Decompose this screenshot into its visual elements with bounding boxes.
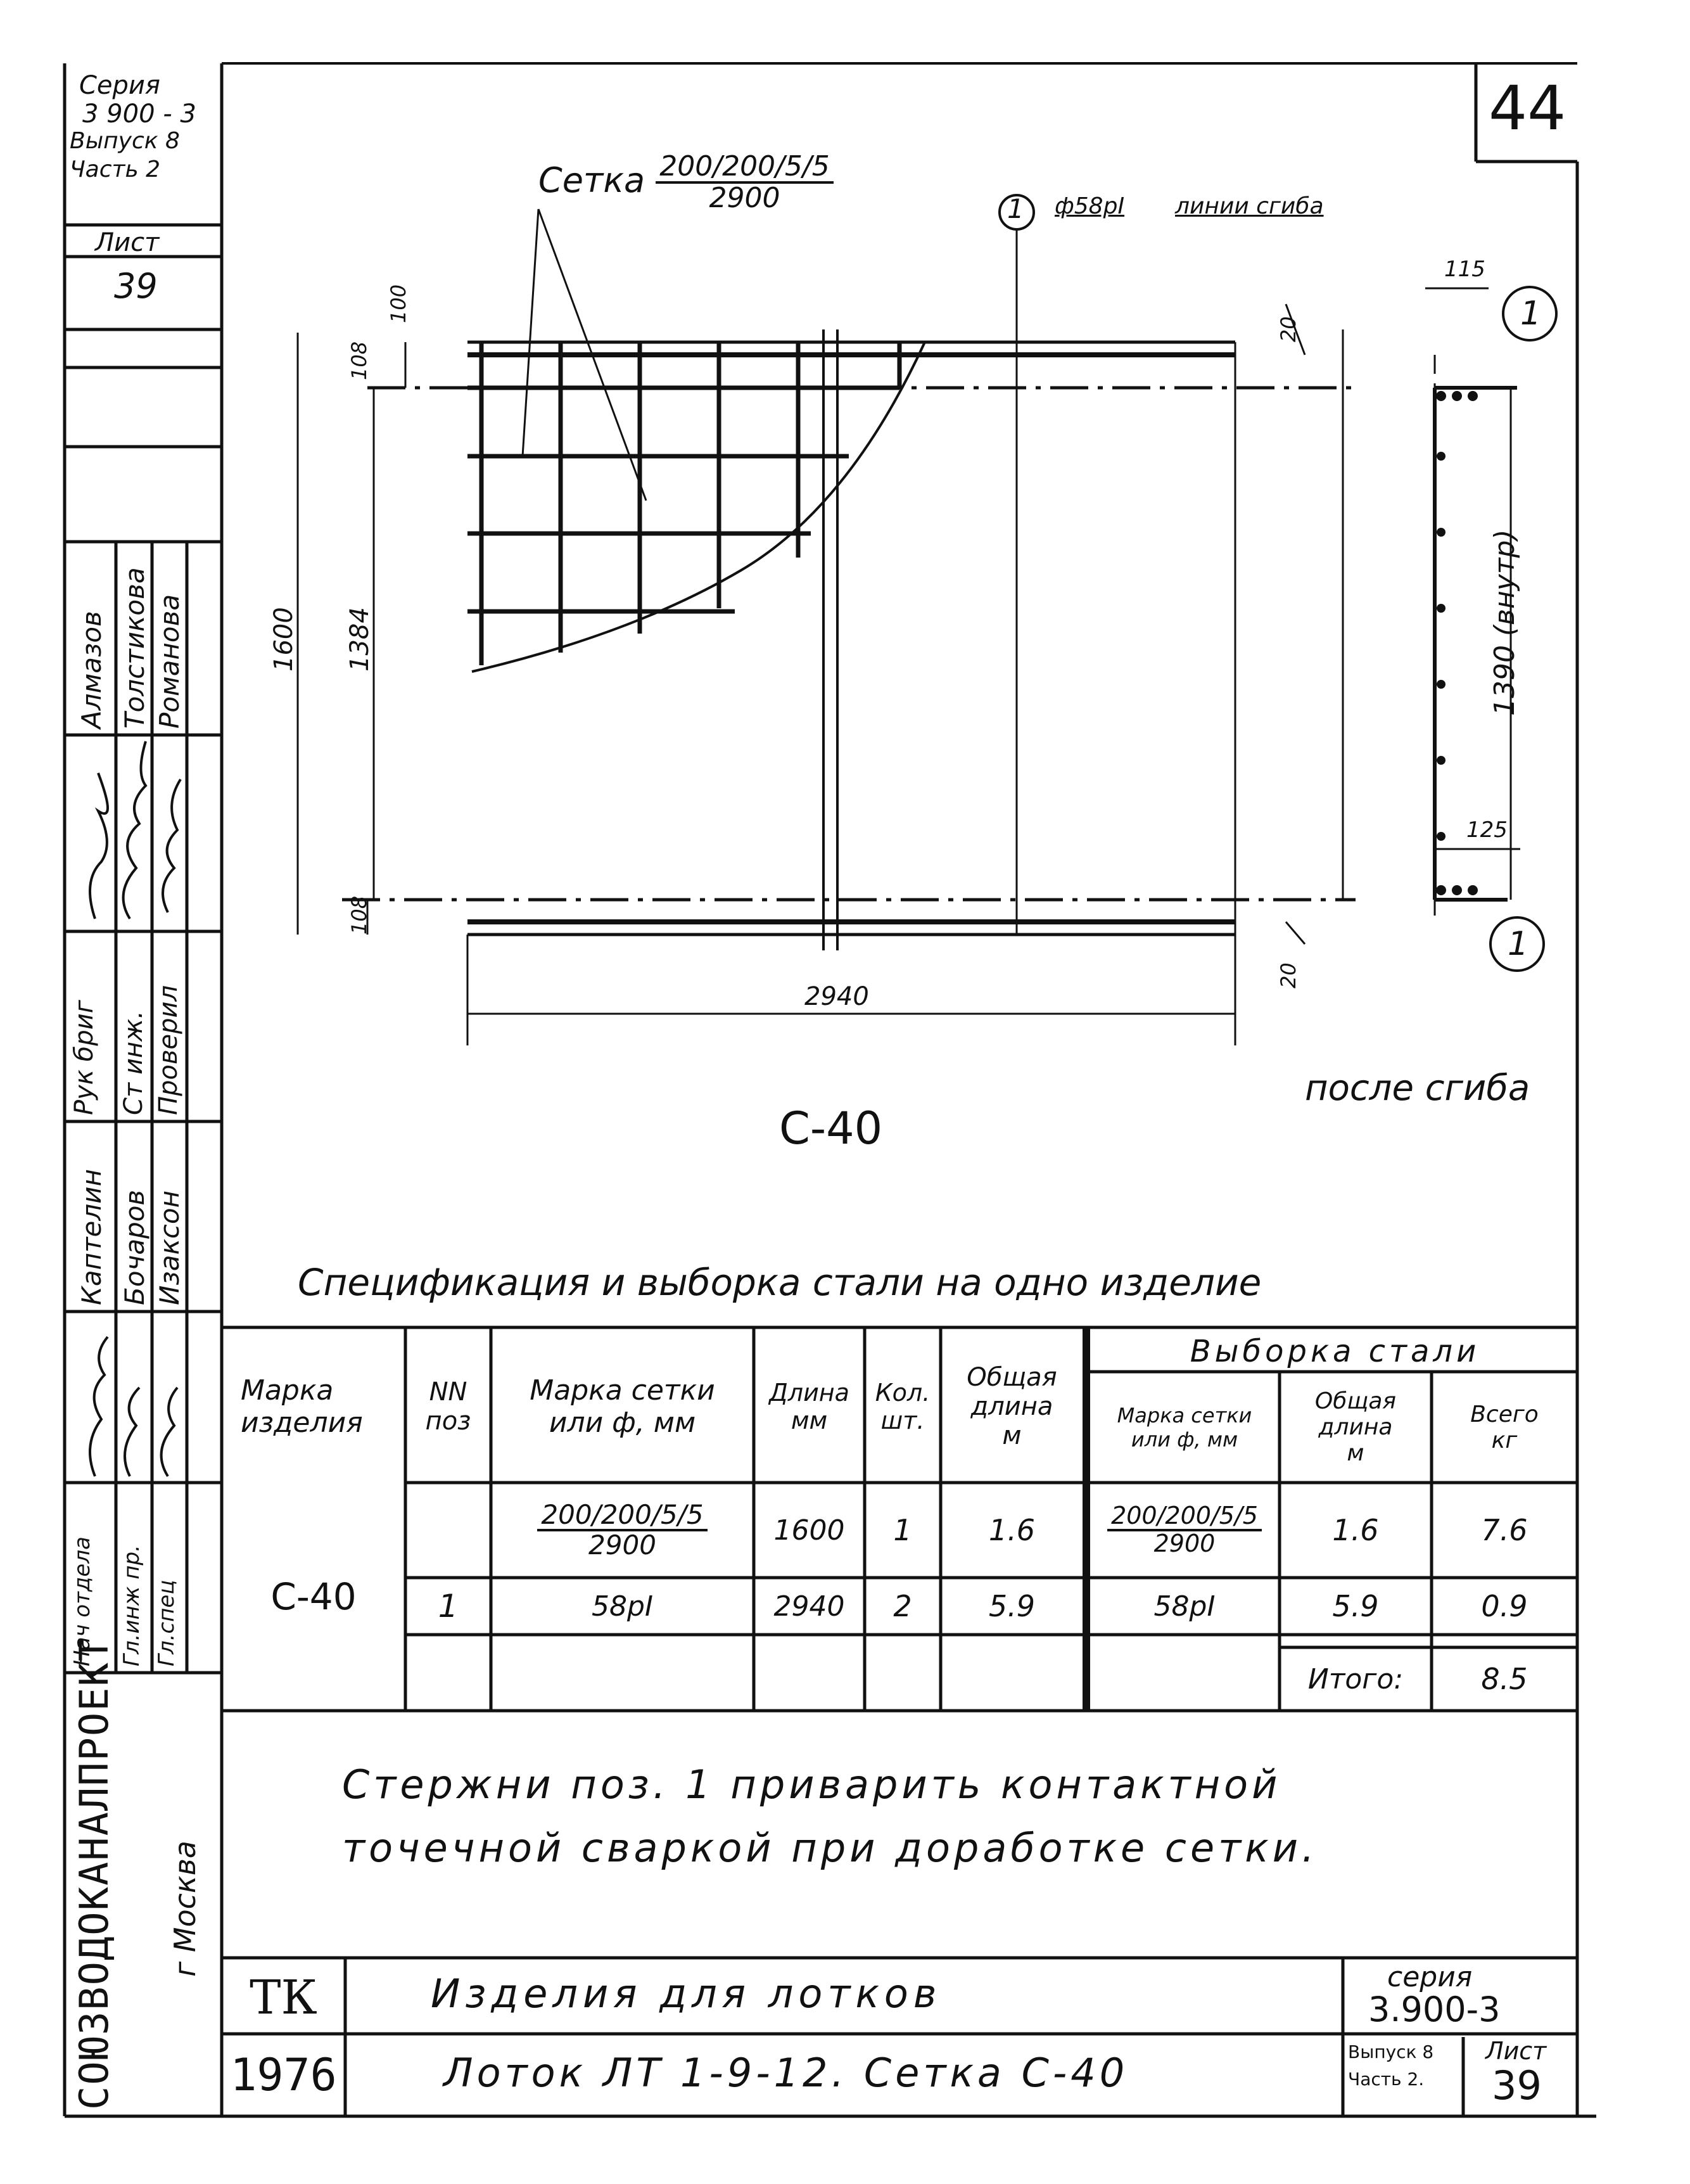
role-proveril: Проверил (154, 985, 183, 1115)
section-dim-115: 115 (1444, 257, 1485, 282)
role-st-inzh: Ст инж. (119, 1011, 148, 1115)
name-bocharov: Бочаров (119, 1189, 150, 1305)
dim-20-bottom: 20 (1276, 962, 1300, 988)
hdr-pos-l2: поз (425, 1407, 471, 1436)
dim-108-top: 108 (347, 341, 371, 380)
row2-sel-mark: 58рI (1153, 1590, 1216, 1623)
role-nach-otdela: Нач отдела (70, 1536, 95, 1666)
row1-sel-kg: 7.6 (1481, 1513, 1528, 1547)
total-label: Итого: (1307, 1663, 1404, 1695)
hdr-selection: Выборка стали (1190, 1333, 1480, 1369)
name-almazov: Алмазов (76, 611, 107, 729)
dim-100: 100 (386, 284, 410, 323)
hdr-sel-len-l3: м (1347, 1440, 1364, 1466)
note-line-1: Стержни поз. 1 приварить контактной (342, 1761, 1281, 1808)
row1-sel-mark-fraction (1107, 1504, 1262, 1557)
row2-length: 2940 (773, 1590, 845, 1623)
note-line-2: точечной сваркой при доработке сетки. (342, 1825, 1318, 1871)
sheet-number-top: 44 (1489, 73, 1566, 144)
title-sheet-value: 39 (1492, 2062, 1542, 2109)
hdr-sel-len (1280, 1375, 1432, 1479)
hdr-length-l1: Длина (769, 1379, 849, 1407)
callout-number-main: 1 (1007, 193, 1024, 224)
hdr-mesh-l1: Марка сетки (530, 1374, 715, 1407)
name-romanova: Романова (154, 594, 185, 729)
hdr-sel-total-l1: Всего (1470, 1401, 1539, 1427)
hdr-sel-mark-l1: Марка сетки (1117, 1403, 1252, 1427)
hdr-total-len (941, 1334, 1083, 1479)
hdr-length (754, 1334, 865, 1479)
section-callout-bottom: 1 (1508, 925, 1529, 963)
hdr-mesh (491, 1334, 754, 1479)
row2-total-len: 5.9 (988, 1589, 1036, 1623)
total-value: 8.5 (1481, 1662, 1528, 1696)
role-gl-inzh-pr: Гл.инж пр. (119, 1545, 144, 1666)
row2-sel-kg: 0.9 (1481, 1589, 1528, 1623)
hdr-sel-total-l2: кг (1491, 1427, 1518, 1453)
role-gl-spec: Гл.спец (154, 1580, 179, 1666)
stamp-issue: Выпуск 8 (70, 128, 180, 154)
bend-lines-label: линии сгиба (1175, 193, 1324, 219)
title-year: 1976 (230, 2049, 337, 2101)
dim-20-top: 20 (1276, 316, 1300, 342)
title-part-label: Часть 2. (1348, 2069, 1425, 2090)
title-series-label: серия (1387, 1961, 1473, 1993)
hdr-sel-total (1432, 1375, 1577, 1479)
bar-label: ф58рI (1055, 193, 1125, 219)
stamp-part: Часть 2 (70, 156, 161, 182)
row1-length: 1600 (773, 1514, 845, 1547)
organization-name: СОЮЗВОДОКАНАЛПРОЕКТ (71, 1636, 117, 2110)
name-izakson: Изаксон (154, 1190, 185, 1305)
row1-pos (405, 1483, 491, 1578)
title-line-1: Изделия для лотков (431, 1970, 942, 2017)
title-tk: ТК (250, 1970, 317, 2025)
row1-sel-mark-bottom: 2900 (1153, 1529, 1216, 1557)
row1-mesh-bottom: 2900 (588, 1529, 656, 1561)
hdr-total-len-l2: длина (970, 1392, 1053, 1421)
section-dim-125: 125 (1466, 817, 1508, 843)
hdr-qty-l2: шт. (880, 1407, 925, 1434)
mesh-fraction-bottom: 2900 (709, 182, 780, 215)
mesh-label-fraction (656, 152, 833, 213)
section-dim-1390: 1390 (внутр) (1489, 529, 1521, 716)
hdr-total-len-l3: м (1002, 1421, 1022, 1450)
row1-sel-mark (1090, 1483, 1280, 1578)
title-line-2: Лоток ЛТ 1-9-12. Сетка С-40 (443, 2050, 1129, 2096)
name-tolstikova: Толстикова (119, 567, 150, 729)
row1-sel-mark-top: 200/200/5/5 (1107, 1504, 1262, 1531)
stamp-series-value: 3 900 - 3 (82, 99, 196, 129)
dim-1600: 1600 (269, 607, 298, 672)
hdr-sel-mark (1090, 1375, 1280, 1479)
stamp-sheet-label: Лист (95, 228, 160, 257)
row1-sel-len: 1.6 (1332, 1513, 1379, 1547)
cell-mark-value: С-40 (270, 1575, 357, 1618)
item-label: С-40 (779, 1102, 883, 1154)
section-callout-top: 1 (1520, 295, 1542, 333)
row2-sel-len: 5.9 (1332, 1589, 1379, 1623)
mesh-label-prefix: Сетка (538, 160, 645, 200)
row1-qty: 1 (893, 1513, 912, 1547)
hdr-sel-len-l1: Общая (1314, 1388, 1397, 1414)
hdr-mark-l2: изделия (241, 1407, 363, 1439)
after-bend-label: после сгиба (1305, 1068, 1530, 1109)
hdr-qty-l1: Кол. (875, 1379, 931, 1407)
hdr-mark-l1: Марка (241, 1374, 334, 1407)
row1-total-len: 1.6 (988, 1513, 1036, 1547)
spec-title: Спецификация и выборка стали на одно изделие (298, 1261, 1262, 1304)
row1-mesh-fraction (537, 1498, 707, 1561)
hdr-mark (222, 1334, 424, 1479)
stamp-series-label: Серия (79, 71, 160, 100)
hdr-sel-len-l2: длина (1318, 1414, 1393, 1440)
title-sheet-label: Лист (1485, 2037, 1547, 2065)
hdr-length-l2: мм (791, 1407, 828, 1434)
city-label: г Москва (168, 1841, 202, 1977)
row2-qty: 2 (893, 1589, 912, 1623)
hdr-sel-mark-l2: или ф, мм (1131, 1427, 1238, 1452)
row2-pos: 1 (438, 1588, 459, 1625)
hdr-total-len-l1: Общая (967, 1363, 1057, 1392)
hdr-qty (865, 1334, 941, 1479)
row1-mesh-top: 200/200/5/5 (537, 1501, 707, 1531)
hdr-mesh-l2: или ф, мм (549, 1407, 696, 1439)
dim-108-bottom: 108 (347, 895, 371, 935)
stamp-sheet-value: 39 (114, 266, 158, 306)
name-kaptelin: Каптелин (76, 1169, 107, 1305)
row1-mesh (491, 1483, 754, 1578)
mesh-label (538, 152, 834, 213)
role-ruk-brig: Рук бриг (70, 1000, 99, 1115)
title-issue-label: Выпуск 8 (1348, 2041, 1434, 2062)
hdr-pos (405, 1334, 491, 1479)
hdr-pos-l1: NN (429, 1377, 467, 1407)
dim-1384: 1384 (345, 607, 374, 672)
dim-2940: 2940 (804, 982, 869, 1011)
title-series-value: 3.900-3 (1368, 1989, 1501, 2029)
row2-mesh: 58рI (592, 1590, 653, 1623)
mesh-fraction-top: 200/200/5/5 (656, 152, 833, 184)
